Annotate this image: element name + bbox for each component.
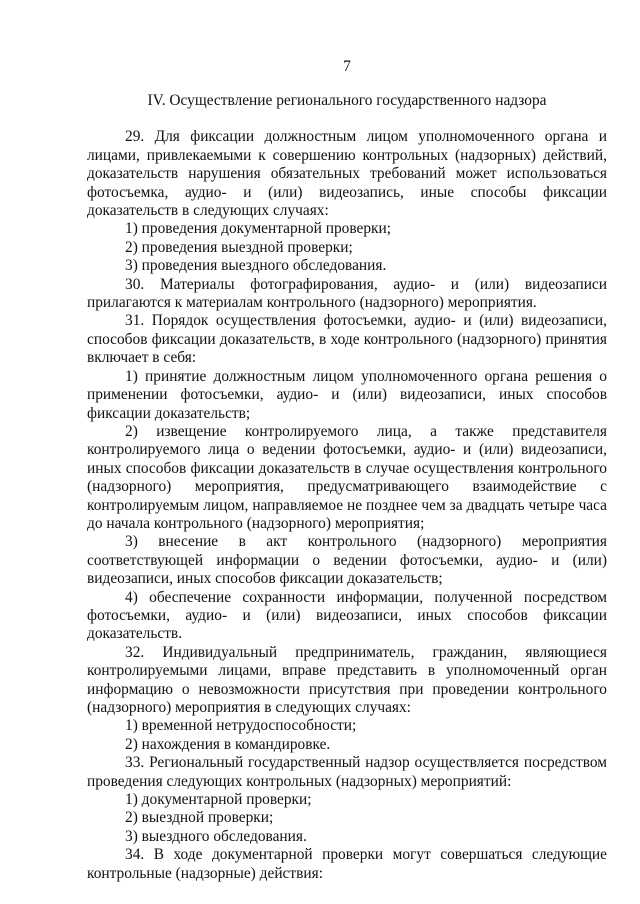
list-item: 2) выездной проверки; xyxy=(125,809,274,827)
list-item: 2) проведения выездной проверки; xyxy=(125,238,353,256)
page-number: 7 xyxy=(343,58,351,75)
list-item: 3) проведения выездного обследования. xyxy=(125,257,387,275)
paragraph-31: 31. Порядок осуществления фотосъемки, аудио- и (или) видеозаписи, способов фиксации доказательств, в ходе контрольного (надзорного) принятия включает в себя: xyxy=(87,312,607,367)
document-page xyxy=(87,58,607,883)
list-item: 1) документарной проверки; xyxy=(125,791,312,809)
list-item: 4) обеспечение сохранности информации, полученной посредством фотосъемки, аудио- и (или) видеозаписи, иных способов фиксации доказательств. xyxy=(87,588,607,643)
section-title: IV. Осуществление регионального государственного надзора xyxy=(147,92,547,109)
paragraph-32: 32. Индивидуальный предприниматель, гражданин, являющиеся контролируемыми лицами, вправе представить в уполномоченный орган информацию о невозможности присутствия при проведении контрольного (надзорного) мероприятия в следующих случаях: xyxy=(87,643,607,716)
paragraph-29: 29. Для фиксации должностным лицом уполномоченного органа и лицами, привлекаемыми к совершению контрольных (надзорных) действий, доказательств нарушения обязательных требований может использоваться фотосъемка, аудио- и (или) видеозапись, иные способы фиксации доказательств в следующих случаях: xyxy=(87,128,607,220)
list-item: 2) извещение контролируемого лица, а также представителя контролируемого лица о ведении фотосъемки, аудио- и (или) видеозаписи, иных способов фиксации доказательств в случае осуществления контрольного (надзорного) мероприятия, предусматривающего взаимодействие с контролируемым лицом, направляемое не позднее чем за двадцать четыре часа до начала контрольного (надзорного) мероприятия; xyxy=(87,422,607,532)
list-item: 1) временной нетрудоспособности; xyxy=(125,717,357,735)
list-item: 3) внесение в акт контрольного (надзорного) мероприятия соответствующей информации о ведении фотосъемки, аудио- и (или) видеозаписи, иных способов фиксации доказательств; xyxy=(87,533,607,588)
list-item: 1) принятие должностным лицом уполномоченного органа решения о применении фотосъемки, аудио- и (или) видеозаписи, иных способов фиксации доказательств; xyxy=(87,367,607,422)
paragraph-34: 34. В ходе документарной проверки могут совершаться следующие контрольные (надзорные) действия: xyxy=(87,846,607,882)
list-item: 3) выездного обследования. xyxy=(125,827,307,845)
paragraph-30: 30. Материалы фотографирования, аудио- и (или) видеозаписи прилагаются к материалам контрольного (надзорного) мероприятия. xyxy=(87,275,607,312)
paragraph-33: 33. Региональный государственный надзор осуществляется посредством проведения следующих контрольных (надзорных) мероприятий: xyxy=(87,754,607,790)
list-item: 2) нахождения в командировке. xyxy=(125,735,331,753)
list-item: 1) проведения документарной проверки; xyxy=(125,220,392,238)
